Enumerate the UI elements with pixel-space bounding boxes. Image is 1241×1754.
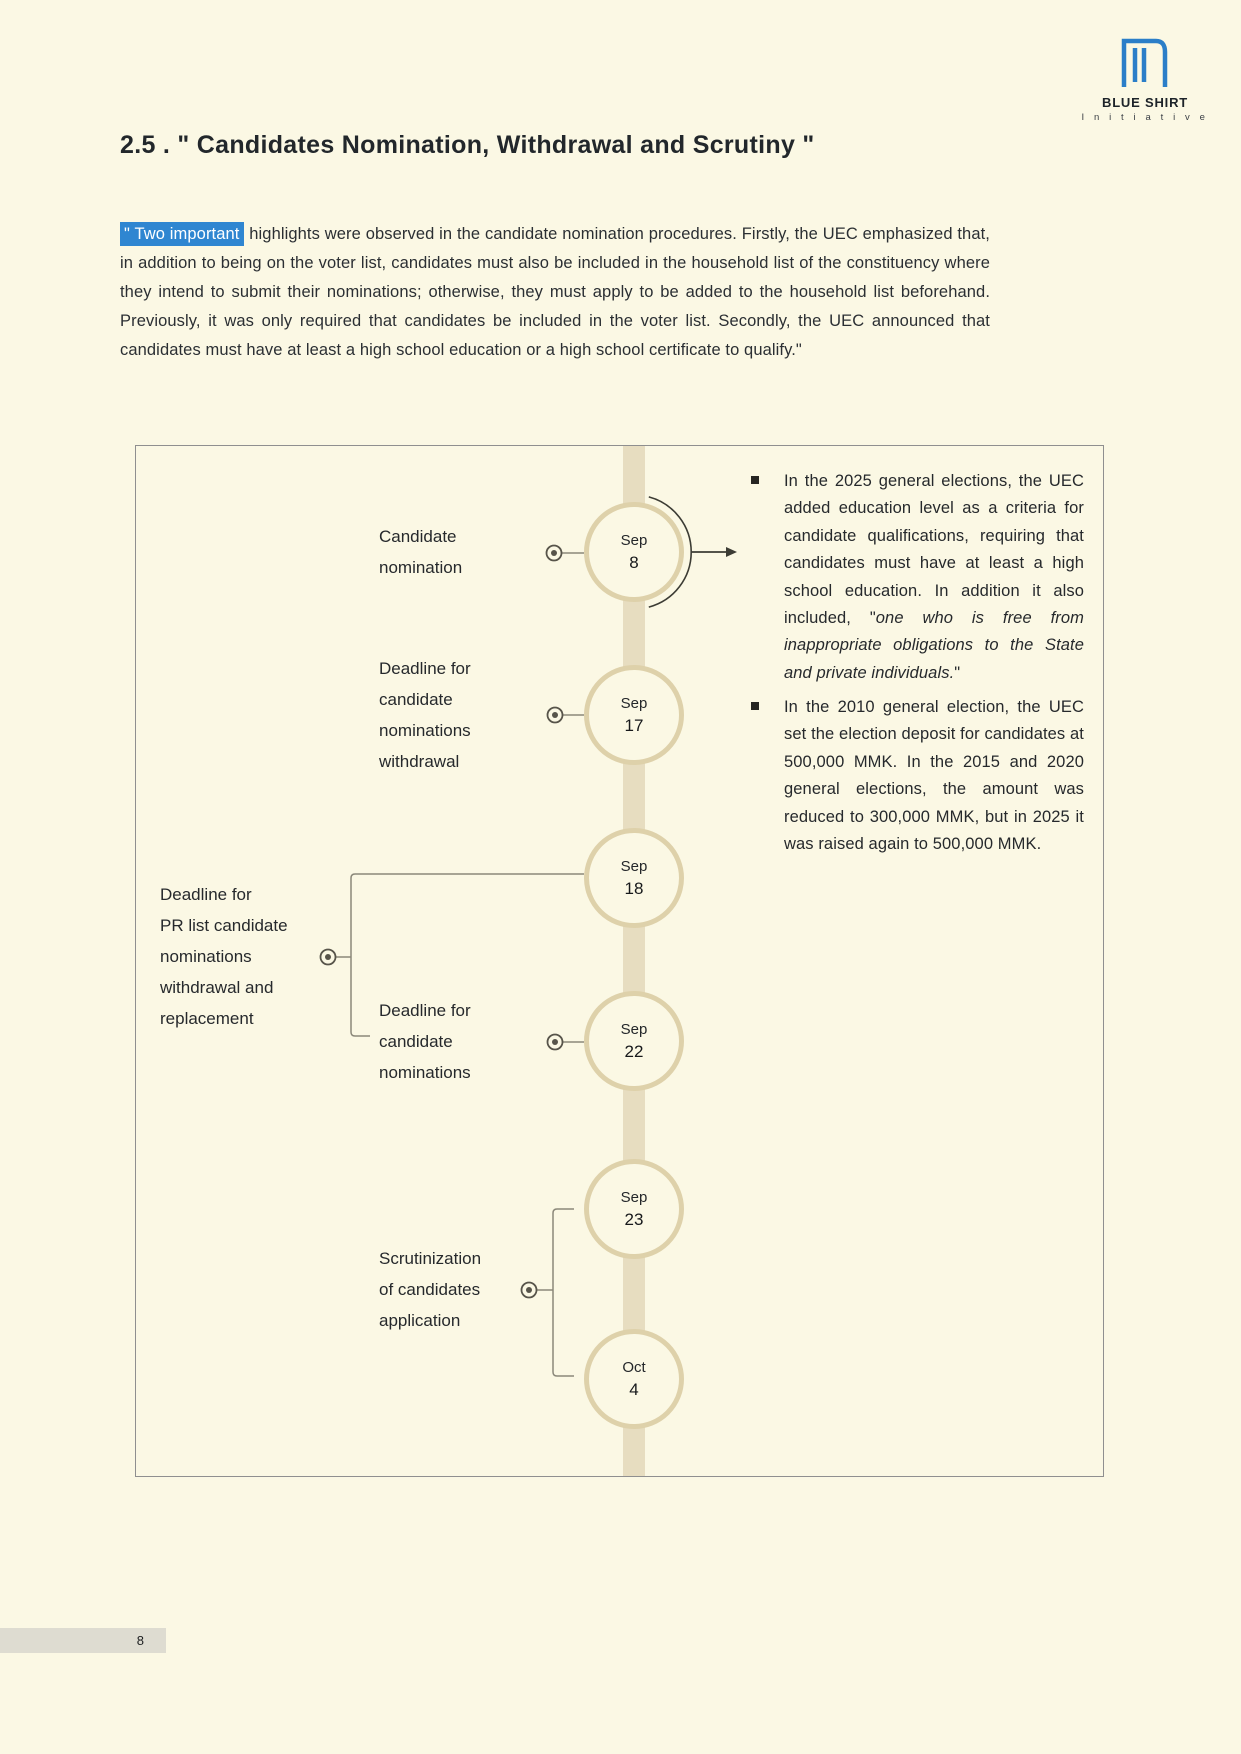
timeline-node-month: Sep xyxy=(620,1188,648,1206)
timeline-node xyxy=(584,1329,684,1429)
timeline-label-line: Deadline for xyxy=(379,659,471,678)
logo-subtitle: I n i t i a t i v e xyxy=(1081,112,1209,123)
intro-paragraph xyxy=(120,220,990,365)
timeline-node-month: Sep xyxy=(620,531,648,549)
section-heading: 2.5 . " Candidates Nomination, Withdrawal and Scrutiny " xyxy=(120,131,815,159)
bullet-square-icon xyxy=(751,702,759,710)
timeline-label-line: Scrutinization xyxy=(379,1249,482,1268)
timeline-node-day: 4 xyxy=(629,1379,639,1399)
connector-dot-icon xyxy=(522,1283,537,1298)
bullet-square-icon xyxy=(751,476,759,484)
page-number: 8 xyxy=(136,1633,144,1648)
note-text: In the 2025 general elections, the UEC added education level as a criteria for candidate qualifications, requiring that candidates must have at least a high school education. In addition it also included, "one who is free from inappropriate obligations to the State and private individuals." xyxy=(784,472,1085,682)
footer-bar xyxy=(0,1628,166,1653)
timeline-label-line: Candidate xyxy=(379,527,457,546)
highlighted-text: " Two important xyxy=(120,222,244,246)
timeline-node xyxy=(584,665,684,765)
logo-title: BLUE SHIRT xyxy=(1102,95,1188,110)
timeline-node-day: 22 xyxy=(624,1041,644,1061)
note-text: In the 2010 general election, the UEC set the election deposit for candidates at 500,000 MMK. In the 2015 and 2020 general elections, the amount was reduced to 300,000 MMK, but in 2025 it was raised again to 500,000 MMK. xyxy=(784,698,1084,854)
blue-shirt-logo-icon xyxy=(1121,38,1169,90)
timeline-label-line: nomination xyxy=(379,558,463,577)
note-item xyxy=(751,468,1085,687)
connector-dot-icon xyxy=(321,950,336,965)
timeline-node-day: 8 xyxy=(629,552,639,572)
timeline-label-line: application xyxy=(379,1311,461,1330)
timeline-node xyxy=(584,1159,684,1259)
intro-text: highlights were observed in the candidate nomination procedures. Firstly, the UEC emphasized that, in addition to being on the voter list, candidates must also be included in the household list of the constituency where they intend to submit their nominations; otherwise, they must apply to be added to the household list beforehand. Previously, it was only required that candidates be included in the voter list. Secondly, the UEC announced that candidates must have at least a high school education or a high school certificate to qualify." xyxy=(120,224,990,359)
timeline-node-month: Sep xyxy=(620,694,648,712)
timeline-label-line: nominations xyxy=(379,721,471,740)
connector-dot-icon xyxy=(547,546,562,561)
arrow-right-icon xyxy=(692,547,737,557)
connector-dot-icon xyxy=(548,1035,563,1050)
timeline-label xyxy=(379,521,462,583)
timeline-label-line: candidate xyxy=(379,1032,453,1051)
timeline-node xyxy=(584,828,684,928)
timeline-label-line: candidate xyxy=(379,690,453,709)
timeline-diagram xyxy=(135,445,1104,1477)
timeline-label xyxy=(379,1243,481,1336)
timeline-node-month: Oct xyxy=(622,1358,646,1376)
timeline-label-line: withdrawal and xyxy=(160,978,274,997)
timeline-node xyxy=(584,502,684,602)
logo xyxy=(1081,38,1209,123)
timeline-label xyxy=(379,995,471,1088)
timeline-label-line: nominations xyxy=(379,1063,471,1082)
timeline-node-month: Sep xyxy=(620,857,648,875)
timeline-node-day: 23 xyxy=(624,1209,644,1229)
timeline-label-line: PR list candidate xyxy=(160,916,288,935)
timeline-node-day: 17 xyxy=(624,715,644,735)
timeline-label xyxy=(379,653,471,777)
timeline-node-day: 18 xyxy=(624,878,644,898)
note-item xyxy=(751,694,1085,858)
timeline-label-line: Deadline for xyxy=(160,885,252,904)
timeline-label-line: withdrawal xyxy=(379,752,460,771)
timeline-label xyxy=(160,879,288,1034)
timeline-label-line: Deadline for xyxy=(379,1001,471,1020)
timeline-node xyxy=(584,991,684,1091)
connector-dot-icon xyxy=(548,708,563,723)
timeline-node-month: Sep xyxy=(620,1020,648,1038)
connector-bracket xyxy=(553,1209,574,1376)
timeline-label-line: nominations xyxy=(160,947,252,966)
timeline-label-line: of candidates xyxy=(379,1280,481,1299)
timeline-label-line: replacement xyxy=(160,1009,254,1028)
